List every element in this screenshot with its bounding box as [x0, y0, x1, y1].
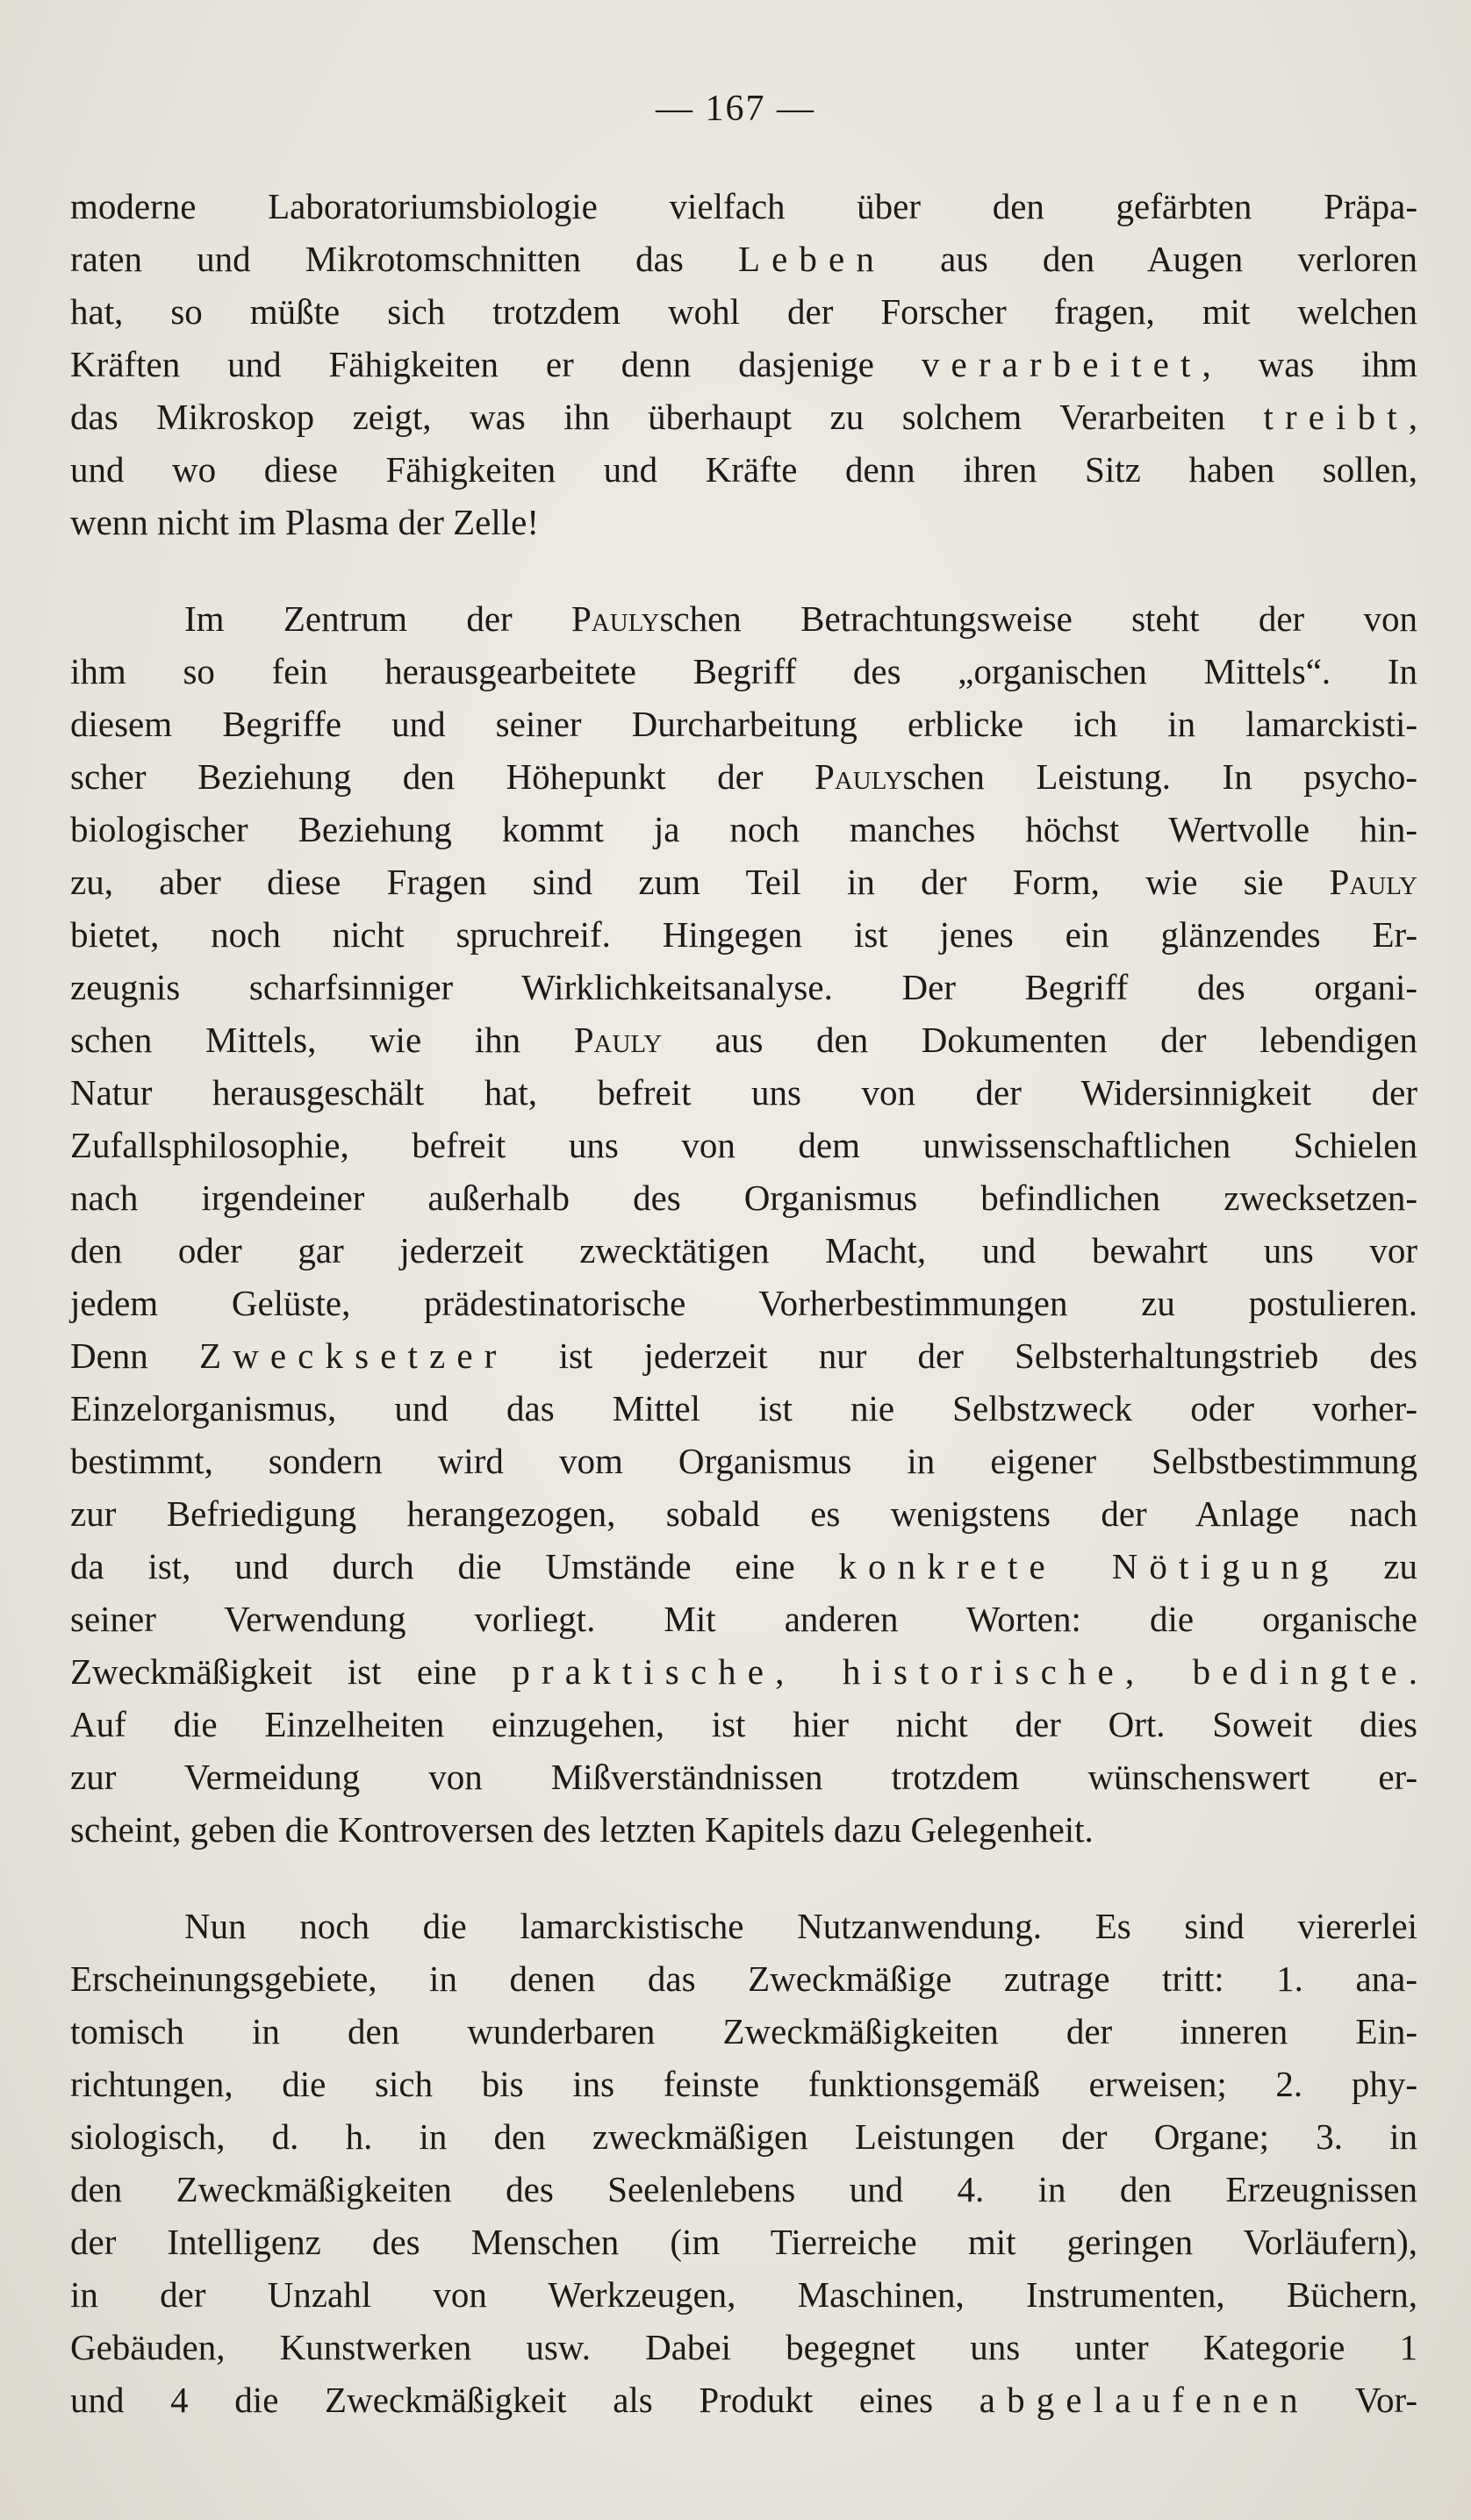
- text-line: [70, 856, 1417, 908]
- text-run: schen Leistung. In psycho-: [902, 756, 1417, 797]
- text-run: scheint, geben die Kontroversen des letzten Kapitels dazu Gelegenheit.: [70, 1809, 1094, 1850]
- spaced-emphasis: praktische, historische, bedingte: [512, 1651, 1409, 1692]
- text-run: Im Zentrum der: [184, 598, 571, 639]
- text-run: nach irgendeiner außerhalb des Organismus befindlichen zwecksetzen-: [70, 1178, 1417, 1218]
- text-line: [70, 1900, 1417, 1952]
- spaced-emphasis: treibt: [1263, 397, 1409, 437]
- text-line: [70, 961, 1417, 1013]
- text-run: Einzelorganismus, und das Mittel ist nie Selbstzweck oder vorher-: [70, 1388, 1417, 1428]
- text-line: [70, 2163, 1417, 2216]
- text-run: richtungen, die sich bis ins feinste funktionsgemäß erweisen; 2. phy-: [70, 2064, 1417, 2104]
- text-line: [70, 2216, 1417, 2268]
- text-line: [70, 390, 1417, 443]
- text-line: [70, 233, 1417, 285]
- text-line: [70, 645, 1417, 698]
- small-caps-name: Pauly: [573, 1020, 663, 1060]
- text-run: .: [1408, 1651, 1417, 1692]
- text-run: zur Befriedigung herangezogen, sobald es wenigstens der Anlage nach: [70, 1493, 1417, 1534]
- text-run: aus den Augen verloren: [885, 239, 1417, 279]
- text-line: [70, 2058, 1417, 2110]
- text-run: zu: [1339, 1546, 1417, 1586]
- spaced-emphasis: Zwecksetzer: [198, 1335, 508, 1376]
- text-line: [70, 443, 1417, 496]
- paragraph: [70, 180, 1417, 548]
- text-line: [70, 1698, 1417, 1750]
- text-line: [70, 1066, 1417, 1119]
- text-run: Vor-: [1309, 2380, 1418, 2420]
- text-run: moderne Laboratoriumsbiologie vielfach über den gefärbten Präpa-: [70, 186, 1417, 226]
- text-run: , was ihm: [1202, 344, 1418, 384]
- text-line: [70, 180, 1417, 233]
- text-run: schen Betrachtungsweise steht der von: [659, 598, 1417, 639]
- small-caps-name: Pauly: [1329, 862, 1417, 902]
- text-run: aus den Dokumenten der lebendigen: [662, 1020, 1417, 1060]
- text-line: [70, 2005, 1417, 2058]
- text-run: raten und Mikrotomschnitten das: [70, 239, 738, 279]
- text-line: [70, 750, 1417, 803]
- text-line: [70, 1750, 1417, 1803]
- spaced-emphasis: Leben: [737, 239, 886, 279]
- text-line: [70, 1487, 1417, 1540]
- text-run: tomisch in den wunderbaren Zweckmäßigkeiten der inneren Ein-: [70, 2011, 1417, 2051]
- text-run: Denn: [70, 1335, 199, 1376]
- text-run: Natur herausgeschält hat, befreit uns von der Widersinnigkeit der: [70, 1072, 1417, 1113]
- text-line: [70, 1540, 1417, 1593]
- text-line: [70, 1013, 1417, 1066]
- text-run: und wo diese Fähigkeiten und Kräfte denn ihren Sitz haben sollen,: [70, 449, 1417, 490]
- text-run: Zweckmäßigkeit ist eine: [70, 1651, 513, 1692]
- text-line: [70, 1329, 1417, 1382]
- text-run: den oder gar jederzeit zwecktätigen Macht, und bewahrt uns vor: [70, 1230, 1417, 1271]
- text-run: jedem Gelüste, prädestinatorische Vorherbestimmungen zu postulieren.: [70, 1283, 1417, 1323]
- text-line: [70, 285, 1417, 338]
- text-run: und 4 die Zweckmäßigkeit als Produkt eines: [70, 2380, 979, 2420]
- text-run: scher Beziehung den Höhepunkt der: [70, 756, 815, 797]
- text-line: [70, 1119, 1417, 1171]
- text-line: [70, 698, 1417, 750]
- text-run: ihm so fein herausgearbeitete Begriff des „organischen Mittels“. In: [70, 651, 1417, 691]
- text-run: zur Vermeidung von Mißverständnissen trotzdem wünschenswert er-: [70, 1757, 1417, 1797]
- text-run: ,: [1408, 397, 1417, 437]
- text-line: [70, 1277, 1417, 1329]
- text-line: [70, 2110, 1417, 2163]
- text-run: den Zweckmäßigkeiten des Seelenlebens und 4. in den Erzeugnissen: [70, 2169, 1417, 2209]
- text-run: bietet, noch nicht spruchreif. Hingegen ist jenes ein glänzendes Er-: [70, 914, 1417, 955]
- text-run: biologischer Beziehung kommt ja noch manches höchst Wertvolle hin-: [70, 809, 1417, 849]
- spaced-emphasis: abgelaufenen: [979, 2380, 1310, 2420]
- text-line: [70, 1171, 1417, 1224]
- text-line: [70, 2321, 1417, 2373]
- text-line: [70, 1224, 1417, 1277]
- paragraph: [70, 592, 1417, 1856]
- text-run: Gebäuden, Kunstwerken usw. Dabei begegnet uns unter Kategorie 1: [70, 2327, 1417, 2367]
- text-run: wenn nicht im Plasma der Zelle!: [70, 502, 539, 542]
- text-run: das Mikroskop zeigt, was ihn überhaupt zu solchem Verarbeiten: [70, 397, 1264, 437]
- text-run: siologisch, d. h. in den zweckmäßigen Leistungen der Organe; 3. in: [70, 2116, 1417, 2157]
- text-line: [70, 1382, 1417, 1435]
- text-line: [70, 1593, 1417, 1645]
- text-run: bestimmt, sondern wird vom Organismus in eigener Selbstbestimmung: [70, 1441, 1417, 1481]
- text-run: diesem Begriffe und seiner Durcharbeitung erblicke ich in lamarckisti-: [70, 704, 1417, 744]
- body-text: [70, 180, 1417, 2426]
- text-run: der Intelligenz des Menschen (im Tierreiche mit geringen Vorläufern),: [70, 2222, 1417, 2262]
- text-run: Erscheinungsgebiete, in denen das Zweckmäßige zutrage tritt: 1. ana-: [70, 1958, 1417, 1999]
- text-line: [70, 2268, 1417, 2321]
- small-caps-name: Pauly: [814, 756, 903, 797]
- text-run: seiner Verwendung vorliegt. Mit anderen Worten: die organische: [70, 1599, 1417, 1639]
- text-line: [70, 592, 1417, 645]
- text-run: Zufallsphilosophie, befreit uns von dem unwissenschaftlichen Schielen: [70, 1125, 1417, 1165]
- text-line: [70, 1435, 1417, 1487]
- spaced-emphasis: verarbeitet: [921, 344, 1202, 384]
- paragraph: [70, 1900, 1417, 2426]
- text-run: Nun noch die lamarckistische Nutzanwendung. Es sind viererlei: [184, 1906, 1417, 1946]
- paragraph-gap: [70, 1856, 1417, 1900]
- text-run: da ist, und durch die Umstände eine: [70, 1546, 839, 1586]
- text-line: [70, 803, 1417, 856]
- spaced-emphasis: konkrete Nötigung: [838, 1546, 1340, 1586]
- text-run: hat, so müßte sich trotzdem wohl der Forscher fragen, mit welchen: [70, 291, 1417, 332]
- text-line: [70, 496, 1417, 548]
- text-run: zeugnis scharfsinniger Wirklichkeitsanalyse. Der Begriff des organi-: [70, 967, 1417, 1007]
- text-run: ist jederzeit nur der Selbsterhaltungstrieb des: [507, 1335, 1418, 1376]
- text-run: Auf die Einzelheiten einzugehen, ist hier nicht der Ort. Soweit dies: [70, 1704, 1417, 1744]
- page-number: — 167 —: [656, 89, 815, 129]
- text-run: Kräften und Fähigkeiten er denn dasjenige: [70, 344, 922, 384]
- text-run: schen Mittels, wie ihn: [70, 1020, 574, 1060]
- text-line: [70, 908, 1417, 961]
- text-run: in der Unzahl von Werkzeugen, Maschinen, Instrumenten, Büchern,: [70, 2274, 1417, 2315]
- text-run: zu, aber diese Fragen sind zum Teil in der Form, wie sie: [70, 862, 1330, 902]
- text-line: [70, 338, 1417, 390]
- text-line: [70, 1952, 1417, 2005]
- small-caps-name: Pauly: [571, 598, 660, 639]
- paragraph-gap: [70, 548, 1417, 592]
- text-line: [70, 2373, 1417, 2426]
- text-line: [70, 1645, 1417, 1698]
- text-line: [70, 1803, 1417, 1856]
